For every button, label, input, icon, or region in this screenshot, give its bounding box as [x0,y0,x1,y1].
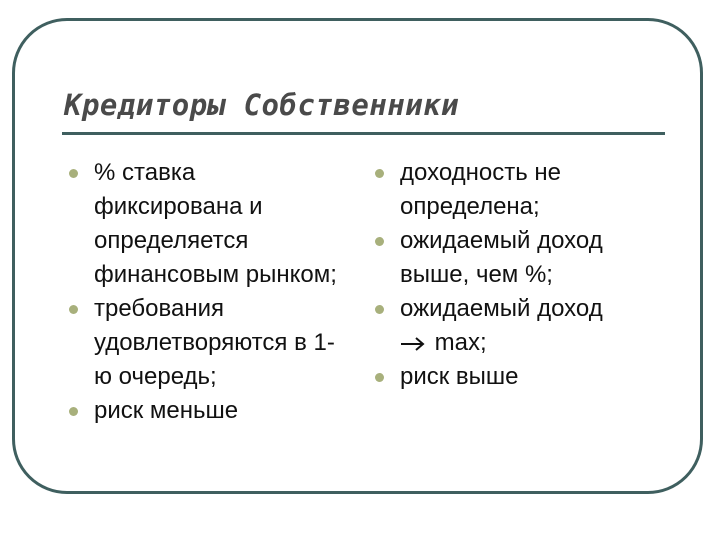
creditors-list [66,156,346,428]
list-item [66,292,346,394]
list-item [372,156,662,224]
list-item [372,292,662,360]
slide-title: Кредиторы Собственники [64,88,460,122]
owners-item-text: доходность не определена; [400,159,562,220]
owners-item-text: ожидаемый доход [400,295,603,322]
owners-item-text: ожидаемый доход выше, чем %; [400,227,603,288]
bullet-dot-icon [69,169,78,178]
list-item [372,360,662,394]
bullet-dot-icon [375,305,384,314]
creditors-item-text: % ставка фиксирована и определяется финансовым рынком; [94,159,337,288]
owners-item-text: риск выше [400,363,519,390]
list-item [66,156,346,292]
bullet-dot-icon [69,407,78,416]
list-item [372,224,662,292]
owners-list [372,156,662,394]
creditors-item-text: требования удовлетворяются в 1-ю очередь; [94,295,335,390]
creditors-item-text: риск меньше [94,397,239,424]
bullet-dot-icon [375,169,384,178]
list-item [66,394,346,428]
title-underline [62,132,665,135]
right-arrow-icon [400,337,426,351]
bullet-dot-icon [375,373,384,382]
owners-item-text: max; [434,329,487,356]
bullet-dot-icon [69,305,78,314]
bullet-dot-icon [375,237,384,246]
